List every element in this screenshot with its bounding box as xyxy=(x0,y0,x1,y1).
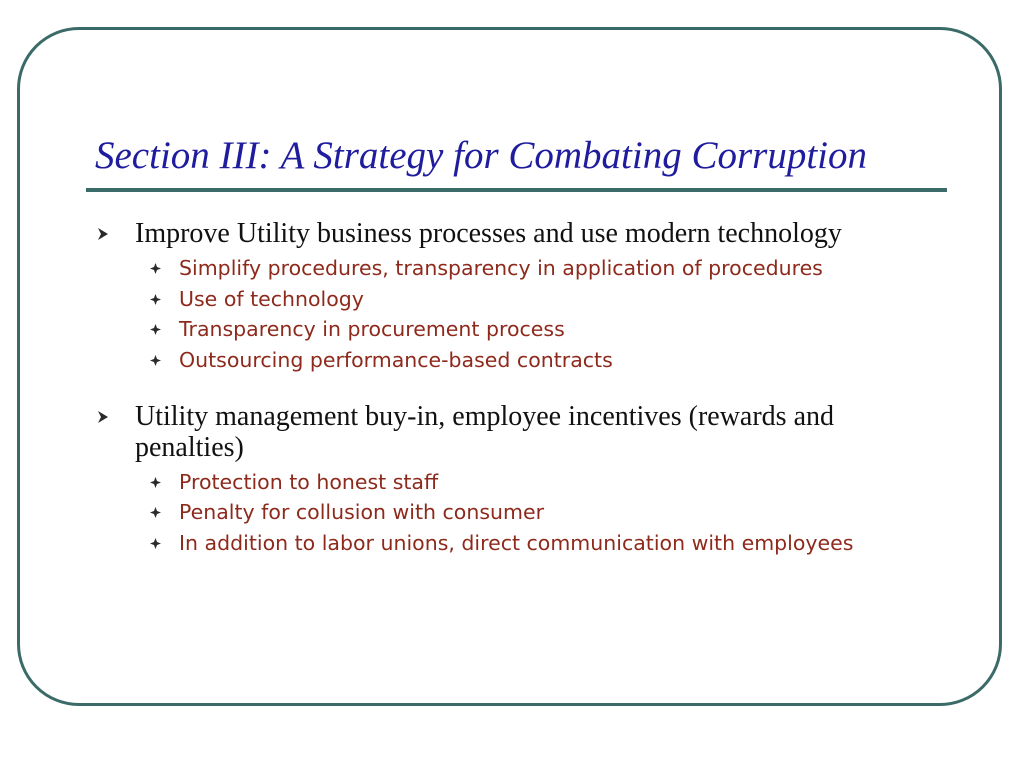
sub-bullet-list xyxy=(135,255,915,373)
sub-bullet-item xyxy=(135,316,915,342)
sub-bullet-list xyxy=(135,469,915,556)
bullet-text: Improve Utility business processes and use modern technology xyxy=(135,218,842,249)
sub-bullet-text: Transparency in procurement process xyxy=(179,317,565,341)
diamond-bullet-icon xyxy=(150,263,161,274)
diamond-bullet-icon xyxy=(150,294,161,305)
diamond-bullet-icon xyxy=(150,324,161,335)
diamond-bullet-icon xyxy=(150,507,161,518)
arrow-bullet-icon xyxy=(97,227,109,241)
sub-bullet-text: Outsourcing performance-based contracts xyxy=(179,347,613,372)
sub-bullet-item xyxy=(135,469,915,495)
sub-bullet-item xyxy=(135,255,915,281)
sub-bullet-text: In addition to labor unions, direct communication with employees xyxy=(179,530,854,555)
sub-bullet-item xyxy=(135,347,915,373)
diamond-bullet-icon xyxy=(150,477,161,488)
sub-bullet-item xyxy=(135,499,915,525)
arrow-bullet-icon xyxy=(97,410,109,424)
bullet-item xyxy=(95,401,915,556)
title-underline xyxy=(86,188,947,192)
sub-bullet-text: Protection to honest staff xyxy=(179,469,439,494)
sub-bullet-item xyxy=(135,286,915,312)
bullet-list xyxy=(95,218,915,560)
sub-bullet-text: Penalty for collusion with consumer xyxy=(179,500,545,524)
sub-bullet-text: Simplify procedures, transparency in application of procedures xyxy=(179,256,823,280)
sub-bullet-text: Use of technology xyxy=(179,286,364,311)
diamond-bullet-icon xyxy=(150,355,161,366)
slide-title: Section III: A Strategy for Combating Corruption xyxy=(95,134,868,177)
bullet-item xyxy=(95,218,915,373)
sub-bullet-item xyxy=(135,530,915,556)
bullet-text: Utility management buy-in, employee incentives (rewards and penalties) xyxy=(135,400,835,463)
diamond-bullet-icon xyxy=(150,538,161,549)
